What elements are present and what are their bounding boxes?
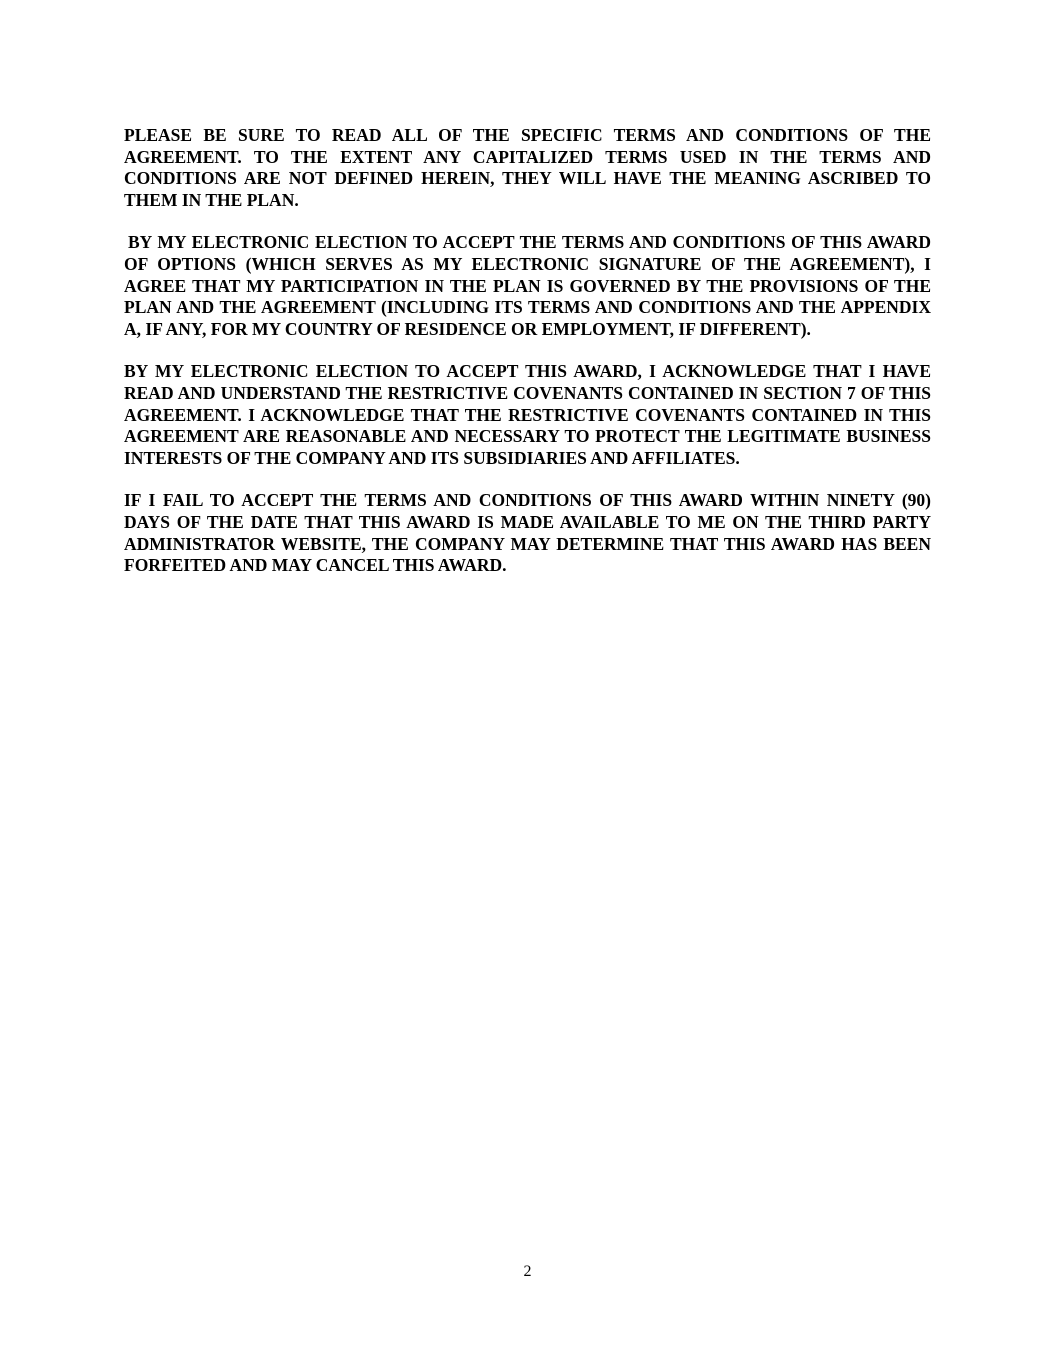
page-number: 2: [523, 1263, 532, 1280]
paragraph-restrictive-covenants: BY MY ELECTRONIC ELECTION TO ACCEPT THIS AWARD, I ACKNOWLEDGE THAT I HAVE READ AND UNDERSTAND THE RESTRICTIVE COVENANTS CONTAINED IN SECTION 7 OF THIS AGREEMENT. I ACKNOWLEDGE THAT THE RESTRICTIVE COVENANTS CONTAINED IN THIS AGREEMENT ARE REASONABLE AND NECESSARY TO PROTECT THE LEGITIMATE BUSINESS INTERESTS OF THE COMPANY AND ITS SUBSIDIARIES AND AFFILIATES.: [124, 361, 931, 468]
paragraph-acceptance-deadline: IF I FAIL TO ACCEPT THE TERMS AND CONDITIONS OF THIS AWARD WITHIN NINETY (90) DAYS OF THE DATE THAT THIS AWARD IS MADE AVAILABLE TO ME ON THE THIRD PARTY ADMINISTRATOR WEBSITE, THE COMPANY MAY DETERMINE THAT THIS AWARD HAS BEEN FORFEITED AND MAY CANCEL THIS AWARD.: [124, 490, 931, 576]
document-body: [124, 125, 931, 598]
paragraph-terms-notice: PLEASE BE SURE TO READ ALL OF THE SPECIFIC TERMS AND CONDITIONS OF THE AGREEMENT. TO THE EXTENT ANY CAPITALIZED TERMS USED IN THE TERMS AND CONDITIONS ARE NOT DEFINED HEREIN, THEY WILL HAVE THE MEANING ASCRIBED TO THEM IN THE PLAN.: [124, 125, 931, 210]
paragraph-electronic-signature: BY MY ELECTRONIC ELECTION TO ACCEPT THE TERMS AND CONDITIONS OF THIS AWARD OF OPTIONS (WHICH SERVES AS MY ELECTRONIC SIGNATURE OF THE AGREEMENT), I AGREE THAT MY PARTICIPATION IN THE PLAN IS GOVERNED BY THE PROVISIONS OF THE PLAN AND THE AGREEMENT (INCLUDING ITS TERMS AND CONDITIONS AND THE APPENDIX A, IF ANY, FOR MY COUNTRY OF RESIDENCE OR EMPLOYMENT, IF DIFFERENT).: [124, 232, 931, 339]
